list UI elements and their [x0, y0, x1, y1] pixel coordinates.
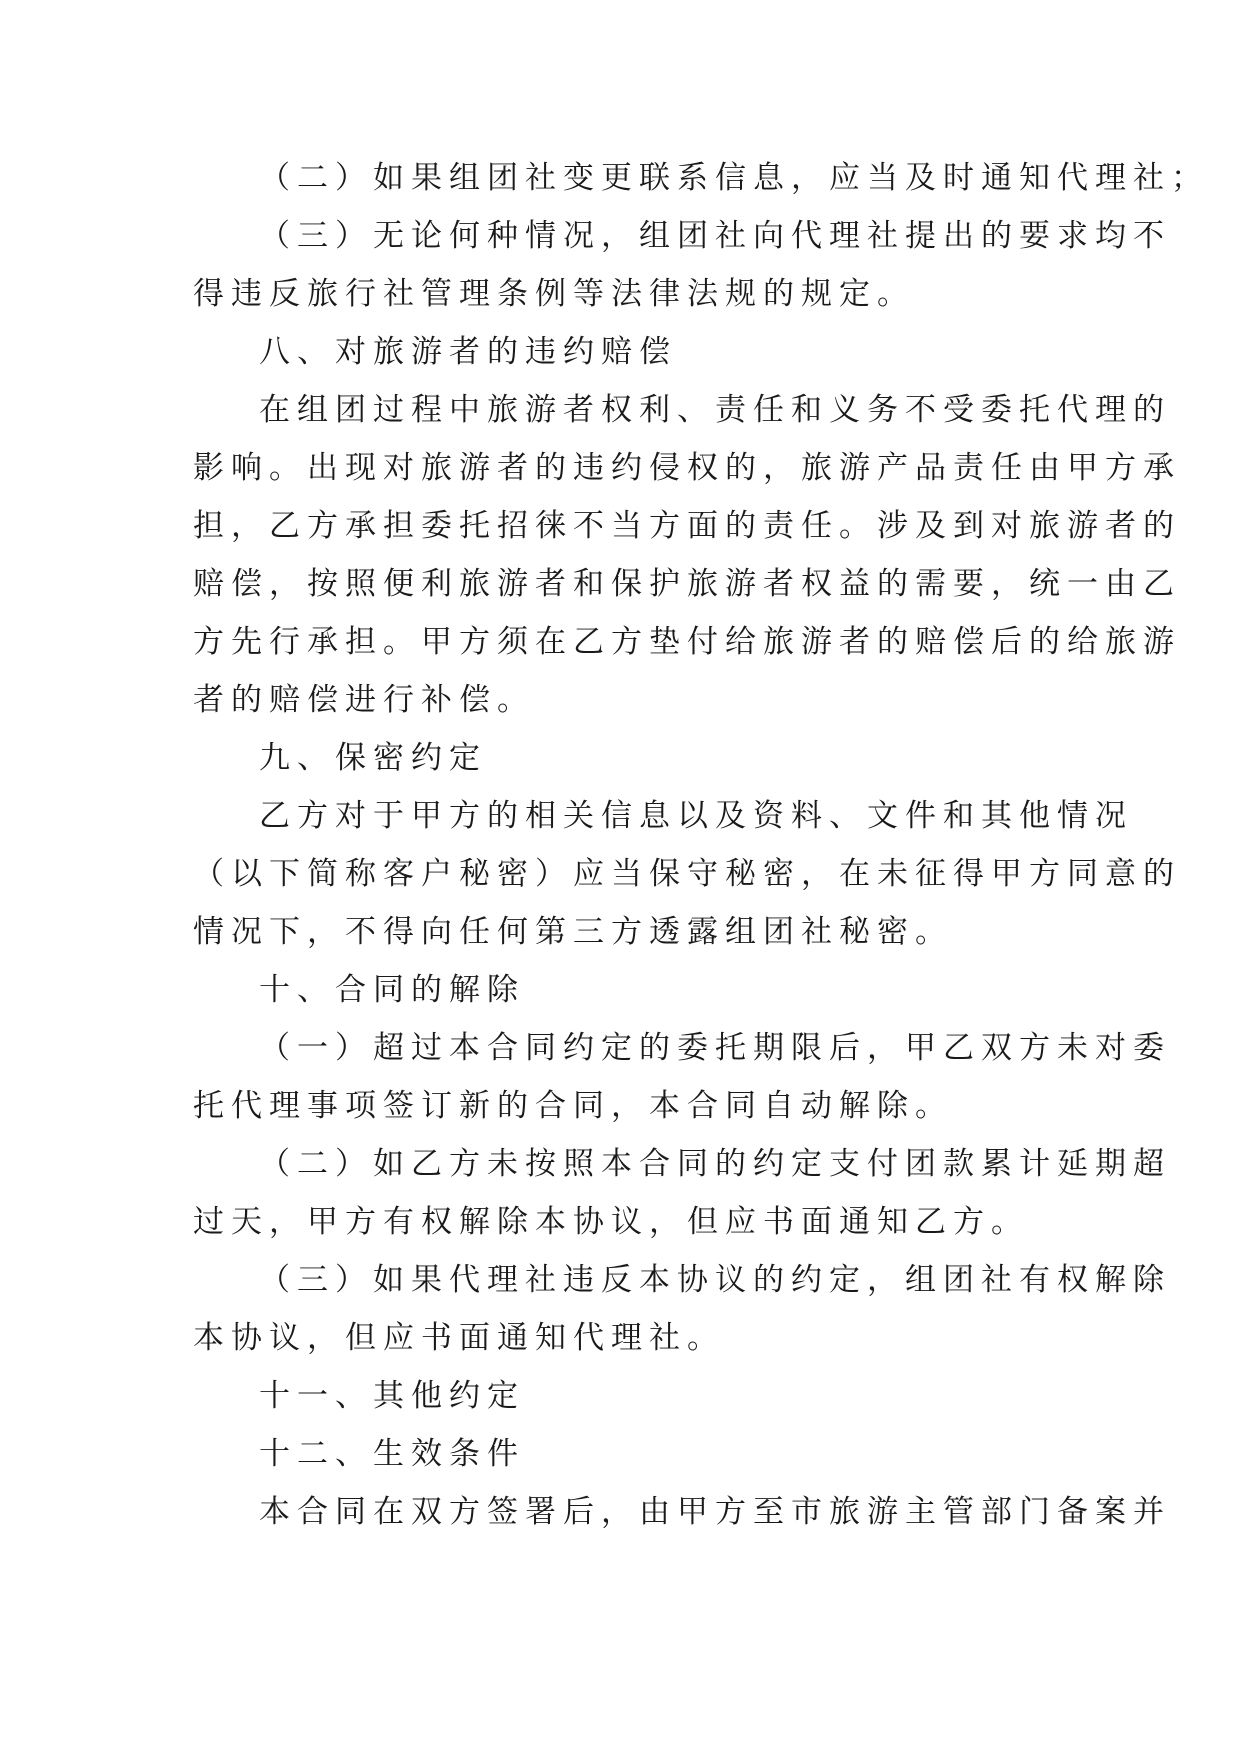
paragraph-confidentiality	[193, 796, 1181, 952]
paragraph-line: （三）无论何种情况，组团社向代理社提出的要求均不	[259, 218, 1171, 254]
paragraph-line: 过天，甲方有权解除本协议，但应书面通知乙方。	[193, 1204, 1029, 1240]
paragraph-line: 本协议，但应书面通知代理社。	[193, 1320, 725, 1356]
paragraph-line: 在组团过程中旅游者权利、责任和义务不受委托代理的	[259, 392, 1171, 428]
paragraph-line: （以下简称客户秘密）应当保守秘密，在未征得甲方同意的	[193, 856, 1181, 892]
heading-line: 十、合同的解除	[259, 972, 525, 1008]
paragraph-line: 得违反旅行社管理条例等法律法规的规定。	[193, 276, 915, 312]
heading-line: 十一、其他约定	[259, 1378, 525, 1414]
section-heading-9	[193, 738, 1053, 778]
paragraph-termination-1	[193, 1028, 1171, 1126]
paragraph-line: 方先行承担。甲方须在乙方垫付给旅游者的赔偿后的给旅游	[193, 624, 1181, 660]
paragraph-line: 者的赔偿进行补偿。	[193, 682, 535, 718]
paragraph-legal-compliance	[193, 216, 1171, 314]
paragraph-line: （二）如果组团社变更联系信息，应当及时通知代理社；	[259, 160, 1209, 196]
section-heading-10	[193, 970, 1053, 1010]
paragraph-line: 影响。出现对旅游者的违约侵权的，旅游产品责任由甲方承	[193, 450, 1181, 486]
paragraph-line: （三）如果代理社违反本协议的约定，组团社有权解除	[259, 1262, 1171, 1298]
section-heading-12	[193, 1434, 1053, 1474]
paragraph-line: 赔偿，按照便利旅游者和保护旅游者权益的需要，统一由乙	[193, 566, 1181, 602]
paragraph-line: 担，乙方承担委托招徕不当方面的责任。涉及到对旅游者的	[193, 508, 1181, 544]
paragraph-effective-condition	[193, 1492, 1171, 1532]
section-heading-8	[193, 332, 1053, 372]
section-heading-11	[193, 1376, 1053, 1416]
heading-line: 九、保密约定	[259, 740, 487, 776]
paragraph-line: 托代理事项签订新的合同，本合同自动解除。	[193, 1088, 953, 1124]
paragraph-compensation	[193, 390, 1181, 720]
paragraph-line: 情况下，不得向任何第三方透露组团社秘密。	[193, 914, 953, 950]
paragraph-line: （二）如乙方未按照本合同的约定支付团款累计延期超	[259, 1146, 1171, 1182]
paragraph-contact-change	[193, 158, 1209, 198]
heading-line: 十二、生效条件	[259, 1436, 525, 1472]
paragraph-line: 乙方对于甲方的相关信息以及资料、文件和其他情况	[259, 798, 1133, 834]
paragraph-termination-2	[193, 1144, 1171, 1242]
heading-line: 八、对旅游者的违约赔偿	[259, 334, 677, 370]
paragraph-line: 本合同在双方签署后，由甲方至市旅游主管部门备案并	[259, 1494, 1171, 1530]
paragraph-line: （一）超过本合同约定的委托期限后，甲乙双方未对委	[259, 1030, 1171, 1066]
document-body	[193, 158, 1209, 1550]
paragraph-termination-3	[193, 1260, 1171, 1358]
